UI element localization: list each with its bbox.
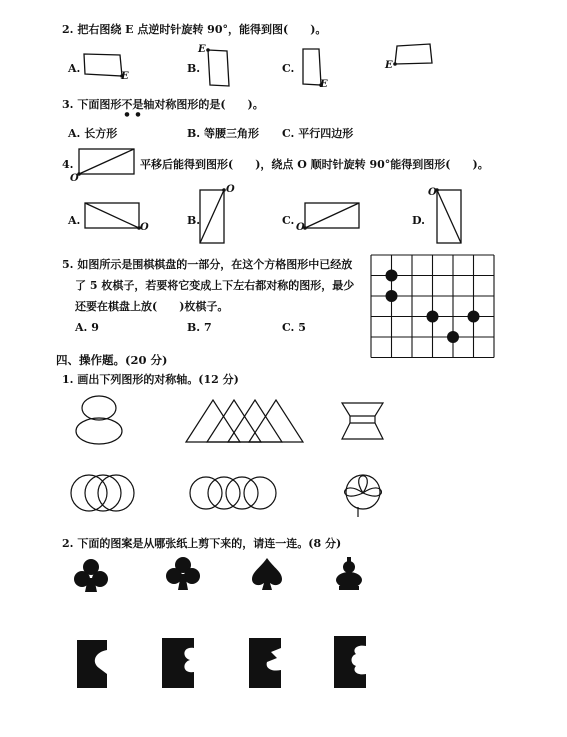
q2-option-a-label: A.	[68, 62, 81, 75]
folded-paper-c	[249, 638, 283, 690]
figure-triangles	[184, 398, 306, 446]
q2-reference-point: E	[385, 60, 393, 71]
q4-option-d-point: O	[428, 187, 437, 198]
q4-stem: 平移后能得到图形( )，绕点 O 顺时针旋转 90°能得到图形( )。	[140, 158, 489, 171]
q4-option-b-label: B.	[187, 214, 201, 227]
folded-paper-d	[334, 636, 368, 690]
q2-option-c-point: E	[320, 79, 328, 90]
q5-option-a: A. 9	[75, 321, 99, 334]
q2-stem: 2. 把右图绕 E 点逆时针旋转 90°，能得到图( )。	[62, 23, 327, 36]
go-stone	[427, 311, 439, 323]
q3-stem-post: 轴对称图形的是( )。	[143, 98, 264, 111]
q4-option-b-point: O	[226, 184, 235, 195]
q2-option-b-point: E	[198, 44, 206, 55]
q4-option-c-point: O	[296, 222, 305, 233]
q5-option-c: C. 5	[282, 321, 306, 334]
gourd-pattern	[333, 556, 365, 592]
q5-option-b: B. 7	[187, 321, 212, 334]
q3-stem-emphasis: 不是	[121, 98, 144, 111]
q3-stem-pre: 3. 下面图形	[62, 98, 122, 111]
q4-option-a-point: O	[140, 222, 149, 233]
q3-option-a: A. 长方形	[68, 127, 118, 140]
go-board	[370, 254, 495, 360]
q4-number: 4.	[62, 158, 74, 171]
figure-four-circles	[188, 474, 280, 512]
q4-option-b-figure	[199, 189, 229, 249]
q5-stem-line1: 5. 如图所示是围棋棋盘的一部分，在这个方格图形中已经放	[62, 258, 353, 271]
q4-reference-figure	[78, 148, 138, 178]
section4-q2-stem: 2. 下面的图案是从哪张纸上剪下来的，请连一连。(8 分)	[62, 537, 342, 550]
q2-option-b-label: B.	[187, 62, 201, 75]
q4-option-a-label: A.	[68, 214, 81, 227]
section4-q1-stem: 1. 画出下列图形的对称轴。(12 分)	[62, 373, 239, 386]
figure-figure-eight	[73, 394, 133, 448]
q2-option-a-point: E	[121, 71, 129, 82]
q4-reference-point: O	[70, 173, 79, 184]
q2-option-c-label: C.	[282, 62, 295, 75]
q2-option-b-figure	[205, 48, 235, 90]
club-pattern	[165, 556, 201, 592]
q4-option-d-label: D.	[412, 214, 425, 227]
q5-stem-line3: 还要在棋盘上放( )枚棋子。	[75, 300, 229, 313]
q5-stem-line2: 了 5 枚棋子，若要将它变成上下左右都对称的图形，最少	[75, 279, 355, 292]
q4-option-d-figure	[436, 189, 466, 249]
q2-reference-figure	[392, 42, 437, 72]
go-stone	[447, 331, 459, 343]
folded-paper-a	[77, 640, 111, 690]
figure-trefoil	[336, 465, 390, 519]
club-three-lobe-pattern	[73, 558, 109, 594]
q4-option-a-figure	[84, 202, 144, 232]
go-stone	[386, 290, 398, 302]
q4-option-c-label: C.	[282, 214, 295, 227]
go-stone	[386, 270, 398, 282]
spade-pattern	[250, 556, 284, 592]
q3-stem	[62, 98, 264, 118]
go-stone	[468, 311, 480, 323]
q4-option-c-figure	[304, 202, 364, 232]
figure-hourglass	[339, 401, 387, 443]
q3-option-c: C. 平行四边形	[282, 127, 354, 140]
folded-paper-b	[162, 638, 196, 690]
figure-three-circles	[70, 470, 136, 516]
q3-option-b: B. 等腰三角形	[187, 127, 259, 140]
section4-title: 四、操作题。(20 分)	[56, 353, 168, 367]
